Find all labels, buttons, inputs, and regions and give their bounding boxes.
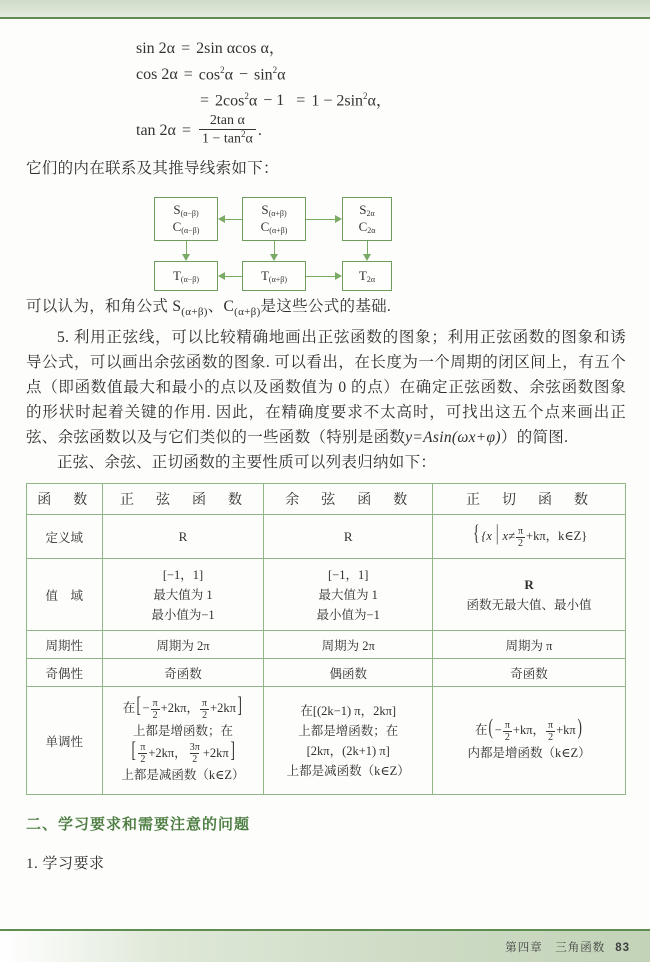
arrow-line-bottom-right (306, 276, 335, 277)
basis-sub-2: (α+β) (234, 306, 261, 319)
arrow-line-right (306, 219, 335, 220)
item-5-body: 5. 利用正弦线，可以比较精确地画出正弦函数的图象；利用正弦函数的图象和诱导公式，可以画出余弦函数的图象. 可以看出，在长度为一个周期的闭区间上，有五个点（即函数值最大和最小的点以及函数值为 0 的点）在确定正弦函数、余弦函数图象的形状时起着关键的作用. 因此，在精确度要求不太高时，可找出这五个点来画出正弦、余弦函数以及与它们类似的一些函数（特别是函数 (26, 329, 626, 447)
cell-range-cosine (264, 559, 433, 631)
range-tangent-set: R (524, 576, 534, 592)
sine-decreasing-note: 上都是减函数（k∈Z） (121, 768, 245, 783)
range-sine-interval: [−1，1] (162, 567, 204, 582)
paragraph-basis (26, 294, 626, 325)
tangent-increasing-note: 内都是增函数（k∈Z） (467, 745, 591, 760)
minus-sign: − (238, 65, 248, 83)
cosine-increasing-note: 上都是增函数；在 (298, 723, 399, 738)
page-footer-band (0, 931, 650, 962)
bracket-open-icon: [ (131, 736, 136, 762)
item-5-tail: ）的简图. (500, 429, 569, 447)
cell-range-tangent (433, 559, 626, 631)
cell-parity-sine: 奇函数 (102, 659, 264, 687)
table-header-function: 函 数 (27, 484, 103, 515)
cell-range-sine (102, 559, 264, 631)
set-builder-notation (471, 520, 588, 549)
cell-parity-cosine: 偶函数 (264, 659, 433, 687)
subsection-heading-learning-requirements: 1. 学习要求 (26, 856, 105, 873)
arrow-line-left (225, 219, 242, 220)
arrow-head-left-icon (218, 215, 225, 223)
flow-box-line1: $T_{(\alpha-\beta)}$ (172, 267, 200, 284)
footer-chapter-label (505, 939, 630, 955)
sine-increasing-interval: 在[− $\frac{\pi}{2}$ +2kπ， $\frac{\pi}{2}$ +2kπ] (122, 691, 242, 721)
bracket-close-icon: ] (237, 691, 242, 717)
flow-box-line2: $C_{(\alpha+\beta)}$ (260, 219, 288, 235)
arrow-line-down-mid (274, 241, 275, 254)
equals-sign: = (181, 39, 191, 57)
section-heading-learning-requirements: 二、学习要求和需要注意的问题 (26, 816, 251, 834)
arrow-head-down-left-icon (182, 254, 190, 261)
footer-chapter-text: 第四章 三角函数 (505, 942, 606, 954)
page-content (26, 30, 626, 873)
cos-squared-term: $\cos^2\alpha$ (198, 64, 233, 84)
formula-relation-flowchart (26, 189, 626, 294)
basis-sub-1: (α+β) (181, 306, 208, 319)
range-sine-min: 最小值为−1 (151, 607, 215, 622)
flow-box-line2: $C_{2\alpha}$ (358, 219, 376, 235)
item-5-formula: y=Asin(ωx+φ) (405, 429, 501, 447)
cell-parity-tangent: 奇函数 (433, 659, 626, 687)
paren-open-icon: ( (488, 714, 494, 740)
cell-domain-tangent (433, 515, 626, 559)
row-label-parity: 奇偶性 (27, 659, 103, 687)
tangent-increasing-interval: 在(− $\frac{\pi}{2}$ +kπ， $\frac{\pi}{2}$ +kπ) (474, 714, 582, 743)
formula-sin-lhs: sin 2α (136, 39, 176, 57)
cosine-decreasing-note: 上都是减函数（k∈Z） (286, 763, 410, 778)
range-cosine-min: 最小值为−1 (316, 607, 380, 622)
set-condition-rhs: +kπ，k∈Z} (526, 529, 588, 544)
formula-sin-2alpha (136, 36, 626, 62)
table-row (27, 515, 626, 559)
range-sine-max: 最大值为 1 (153, 587, 213, 602)
one-minus-two-sin-squared: $1 - 2\sin^2\alpha$， (311, 90, 392, 110)
relations-intro-line: 它们的内在联系及其推导线索如下： (26, 160, 279, 177)
page-header-band (0, 0, 650, 17)
flow-box-line1: $S_{(\alpha+\beta)}$ (261, 202, 287, 218)
equals-sign: = (200, 91, 210, 109)
flow-box-s-c-alpha-plus-beta (242, 197, 306, 241)
cell-domain-sine: R (102, 515, 264, 559)
table-header-sine: 正 弦 函 数 (102, 484, 264, 515)
period-mark: . (257, 121, 262, 139)
tan-fraction (199, 114, 256, 147)
flow-box-line1: $S_{2\alpha}$ (359, 202, 375, 218)
flow-box-t-alpha-minus-beta (154, 261, 218, 291)
equals-sign: = (183, 65, 193, 83)
flow-box-s-c-alpha-minus-beta (154, 197, 218, 241)
flow-box-t-alpha-plus-beta (242, 261, 306, 291)
range-cosine-max: 最大值为 1 (318, 587, 378, 602)
row-label-monotonicity: 单调性 (27, 687, 103, 795)
arrow-head-bottom-left-icon (218, 272, 225, 280)
equals-sign: = (296, 91, 306, 109)
cell-monotonicity-sine (102, 687, 264, 795)
range-tangent-note: 函数无最大值、最小值 (466, 597, 592, 612)
sine-increasing-note: 上都是增函数；在 (132, 723, 233, 738)
row-label-domain: 定义域 (27, 515, 103, 559)
sin-squared-term: $\sin^2\alpha$ (254, 64, 286, 84)
row-label-periodicity: 周期性 (27, 631, 103, 659)
formula-sin-rhs: 2sin αcos α， (196, 39, 285, 57)
paren-close-icon: ) (577, 714, 582, 740)
arrow-line-bottom-left (225, 276, 242, 277)
two-cos-squared-term: $2\cos^2\alpha$ (215, 90, 258, 110)
vertical-bar-icon: | (495, 520, 499, 546)
minus-one: − 1 (263, 91, 285, 109)
arrow-line-down-left (186, 241, 187, 254)
equals-sign: = (181, 121, 191, 139)
formula-tan-2alpha (136, 114, 626, 148)
arrow-head-bottom-right-icon (335, 272, 342, 280)
table-row (27, 659, 626, 687)
cell-period-cosine: 周期为 2π (264, 631, 433, 659)
table-header-row (27, 484, 626, 515)
cell-period-sine: 周期为 2π (102, 631, 264, 659)
formula-cos-2alpha (136, 62, 626, 88)
formula-tan-lhs: tan 2α (136, 121, 176, 139)
page-header-rule (0, 17, 650, 19)
paragraph-item-5 (26, 325, 626, 450)
formula-cos-lhs: cos 2α (136, 65, 178, 83)
bracket-close-icon: ] (230, 736, 235, 762)
tan-fraction-denominator: $1 - \tan^2\alpha$ (199, 129, 256, 147)
table-header-tangent: 正 切 函 数 (433, 484, 626, 515)
table-row (27, 687, 626, 795)
basis-text-3: 是这些公式的基础. (260, 298, 392, 315)
range-cosine-interval: [−1，1] (328, 567, 369, 582)
flow-box-line2: $C_{(\alpha-\beta)}$ (172, 219, 200, 235)
arrow-head-down-right-icon (363, 254, 371, 261)
arrow-head-down-mid-icon (270, 254, 278, 261)
cosine-increasing-interval: 在[(2k−1) π，2kπ] (300, 703, 397, 718)
basis-text-2: 、C (207, 298, 235, 315)
cell-monotonicity-cosine (264, 687, 433, 795)
sine-decreasing-interval: [ $\frac{\pi}{2}$ +2kπ， $\frac{3\pi}{2}$ +2kπ] (131, 736, 235, 766)
cell-domain-cosine: R (264, 515, 433, 559)
double-angle-formulas (136, 36, 626, 148)
cell-period-tangent: 周期为 π (433, 631, 626, 659)
row-label-range: 值 域 (27, 559, 103, 631)
cosine-decreasing-interval: [2kπ，(2k+1) π] (306, 743, 390, 758)
flow-box-s-c-2alpha (342, 197, 392, 241)
basis-text-1: 可以认为，和角公式 S (26, 298, 182, 315)
table-intro-line: 正弦、余弦、正切函数的主要性质可以列表归纳如下： (57, 454, 437, 472)
table-row (27, 631, 626, 659)
table-row (27, 559, 626, 631)
table-header-cosine: 余 弦 函 数 (264, 484, 433, 515)
formula-cos-2alpha-alt (194, 88, 626, 114)
bracket-open-icon: [ (136, 691, 142, 717)
flow-box-line1: $T_{2\alpha}$ (358, 267, 376, 284)
pi-over-two-fraction: $\frac{\pi}{2}$ (517, 525, 524, 549)
flow-box-line1: $S_{(\alpha-\beta)}$ (173, 202, 199, 218)
tan-fraction-numerator: 2tan α (209, 113, 245, 129)
cell-monotonicity-tangent (433, 687, 626, 795)
flow-box-line1: $T_{(\alpha+\beta)}$ (260, 267, 288, 284)
footer-page-number: 83 (615, 942, 630, 954)
flow-box-t-2alpha (342, 261, 392, 291)
set-condition-lhs: x≠ (502, 529, 515, 544)
arrow-line-down-right (367, 241, 368, 254)
brace-open-icon: { (472, 520, 480, 546)
arrow-head-right-icon (335, 215, 342, 223)
set-var: {x (481, 529, 492, 544)
trig-properties-table (26, 483, 626, 795)
